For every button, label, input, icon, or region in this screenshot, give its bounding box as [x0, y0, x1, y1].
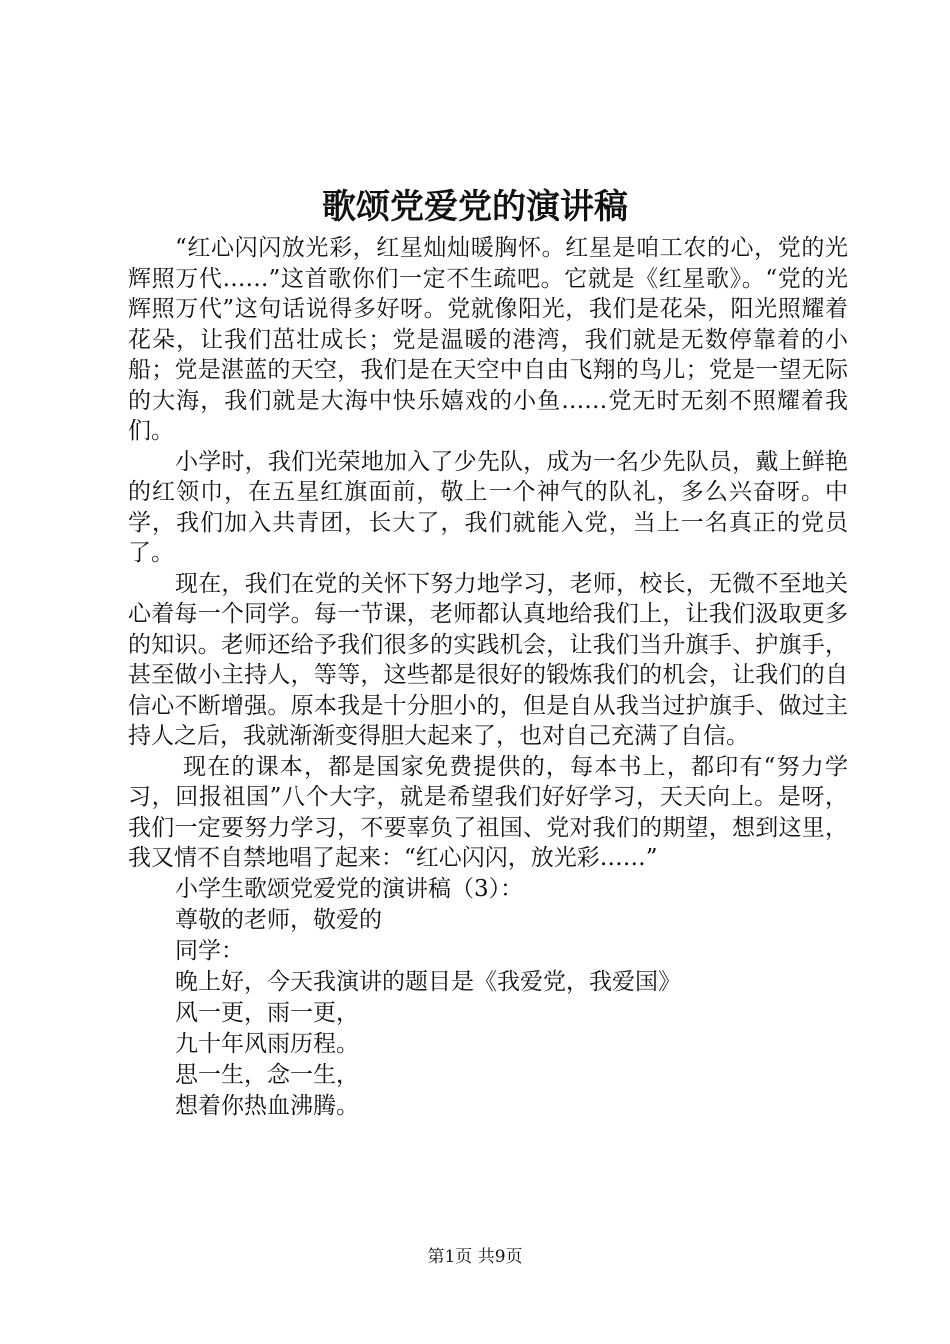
page-number: 第1页 共9页	[427, 1247, 523, 1267]
salutation-line: 尊敬的老师，敬爱的	[175, 906, 382, 933]
document-body	[128, 233, 848, 1122]
document-title: 歌颂党爱党的演讲稿	[322, 187, 628, 227]
verse-line: 想着你热血沸腾。	[175, 1092, 359, 1119]
greeting-line: 晚上好，今天我演讲的题目是《我爱党，我爱国》	[175, 968, 681, 995]
verse-line: 思一生，念一生，	[175, 1061, 359, 1088]
speech-heading: 小学生歌颂党爱党的演讲稿（3）：	[175, 875, 524, 902]
paragraph-3: 现在，我们在党的关怀下努力地学习，老师，校长，无微不至地关心着每一个同学。每一节课，老师都认真地给我们上，让我们汲取更多的知识。老师还给予我们很多的实践机会，让我们当升旗手、护旗手，甚至做小主持人，等等，这些都是很好的锻炼我们的机会，让我们的自信心不断增强。原本我是十分胆小的，但是自从我当过护旗手、做过主持人之后，我就渐渐变得胆大起来了，也对自己充满了自信。	[128, 570, 848, 749]
paragraph-1: “红心闪闪放光彩，红星灿灿暖胸怀。红星是咱工农的心，党的光辉照万代……”这首歌你们一定不生疏吧。它就是《红星歌》。“党的光辉照万代”这句话说得多好呀。党就像阳光，我们是花朵，阳光照耀着花朵，让我们茁壮成长；党是温暖的港湾，我们就是无数停靠着的小船；党是湛蓝的天空，我们是在天空中自由飞翔的鸟儿；党是一望无际的大海，我们就是大海中快乐嬉戏的小鱼……党无时无刻不照耀着我们。	[128, 235, 848, 444]
paragraph-4: 现在的课本，都是国家免费提供的，每本书上，都印有“努力学习，回报祖国”八个大字，就是希望我们好好学习，天天向上。是呀，我们一定要努力学习，不要辜负了祖国、党对我们的期望，想到这里，我又情不自禁地唱了起来：“红心闪闪，放光彩……”	[128, 753, 848, 871]
verse-line: 九十年风雨历程。	[175, 1030, 359, 1057]
salutation-line: 同学：	[175, 937, 244, 964]
paragraph-2: 小学时，我们光荣地加入了少先队，成为一名少先队员，戴上鲜艳的红领巾，在五星红旗面前，敬上一个神气的队礼，多么兴奋呀。中学，我们加入共青团，长大了，我们就能入党，当上一名真正的党员了。	[128, 448, 848, 566]
verse-line: 风一更，雨一更，	[175, 999, 359, 1026]
